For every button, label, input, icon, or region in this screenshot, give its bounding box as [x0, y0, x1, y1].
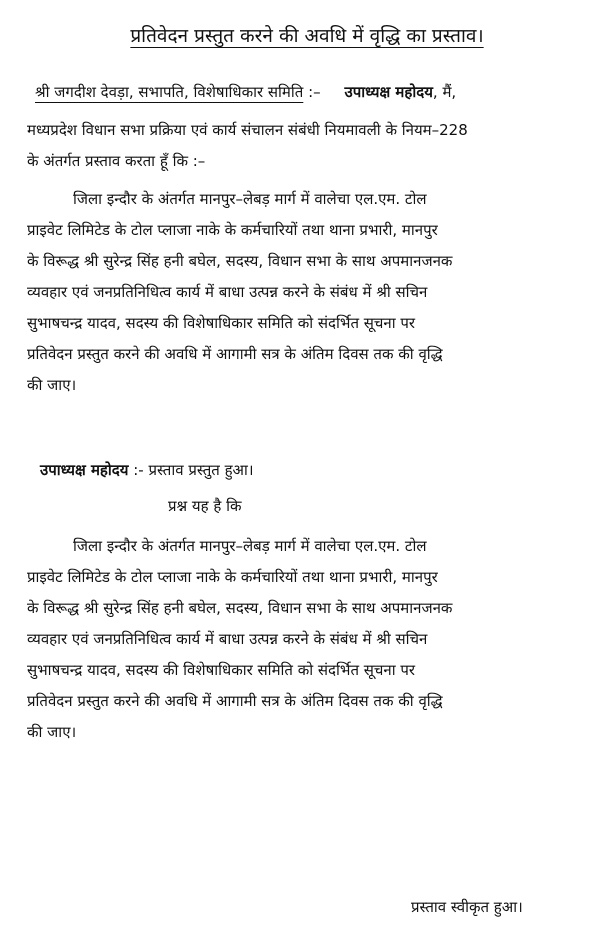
- motion-paragraph: [27, 184, 593, 401]
- document-title: [0, 22, 614, 50]
- mover-rule-line: के अंतर्गत प्रस्ताव करता हूँ कि :–: [27, 152, 206, 170]
- question-intro: प्रश्न यह है कि: [168, 497, 242, 515]
- chair-address: उपाध्यक्ष महोदय: [344, 83, 433, 101]
- question-line: के विरूद्ध श्री सुरेन्द्र सिंह हनी बघेल, सदस्य, विधान सभा के साथ अपमानजनक: [27, 599, 453, 617]
- motion-line: जिला इन्दौर के अंतर्गत मानपुर–लेबड़ मार्ग में वालेचा एल.एम. टोल: [73, 190, 427, 208]
- question-line: प्राइवेट लिमिटेड के टोल प्लाजा नाके के कर्मचारियों तथा थाना प्रभारी, मानपुर: [27, 568, 438, 586]
- mover-separator: :–: [303, 83, 321, 101]
- question-line: व्यवहार एवं जनप्रतिनिधित्व कार्य में बाधा उत्पन्न करने के संबंध में श्री सचिन: [27, 630, 428, 648]
- mover-intro-rest: , मैं,: [432, 83, 457, 101]
- motion-result: प्रस्ताव स्वीकृत हुआ।: [411, 898, 523, 916]
- chair-speaker: उपाध्यक्ष महोदय: [40, 461, 129, 479]
- mover-rule-line: मध्यप्रदेश विधान सभा प्रक्रिया एवं कार्य संचालन संबंधी नियमावली के नियम–228: [27, 121, 468, 139]
- question-paragraph: [27, 531, 593, 748]
- mover-name: श्री जगदीश देवड़ा, सभापति, विशेषाधिकार समिति: [35, 83, 304, 101]
- motion-line: के विरूद्ध श्री सुरेन्द्र सिंह हनी बघेल, सदस्य, विधान सभा के साथ अपमानजनक: [27, 252, 453, 270]
- question-line: जिला इन्दौर के अंतर्गत मानपुर–लेबड़ मार्ग में वालेचा एल.एम. टोल: [73, 537, 427, 555]
- chair-statement: :- प्रस्ताव प्रस्तुत हुआ।: [128, 461, 254, 479]
- motion-line: की जाए।: [27, 376, 77, 394]
- question-line: प्रतिवेदन प्रस्तुत करने की अवधि में आगामी सत्र के अंतिम दिवस तक की वृद्धि: [27, 692, 443, 710]
- document-title-text: प्रतिवेदन प्रस्तुत करने की अवधि में वृद्धि का प्रस्ताव।: [130, 25, 484, 47]
- motion-line: व्यवहार एवं जनप्रतिनिधित्व कार्य में बाधा उत्पन्न करने के संबंध में श्री सचिन: [27, 283, 428, 301]
- question-line: सुभाषचन्द्र यादव, सदस्य की विशेषाधिकार समिति को संदर्भित सूचना पर: [27, 661, 416, 679]
- motion-line: प्राइवेट लिमिटेड के टोल प्लाजा नाके के कर्मचारियों तथा थाना प्रभारी, मानपुर: [27, 221, 438, 239]
- mover-rule-lines: [27, 115, 593, 177]
- motion-line: प्रतिवेदन प्रस्तुत करने की अवधि में आगामी सत्र के अंतिम दिवस तक की वृद्धि: [27, 345, 443, 363]
- question-line: की जाए।: [27, 723, 77, 741]
- motion-line: सुभाषचन्द्र यादव, सदस्य की विशेषाधिकार समिति को संदर्भित सूचना पर: [27, 314, 416, 332]
- mover-intro-line: [35, 78, 595, 106]
- chair-statement-line: [40, 456, 254, 484]
